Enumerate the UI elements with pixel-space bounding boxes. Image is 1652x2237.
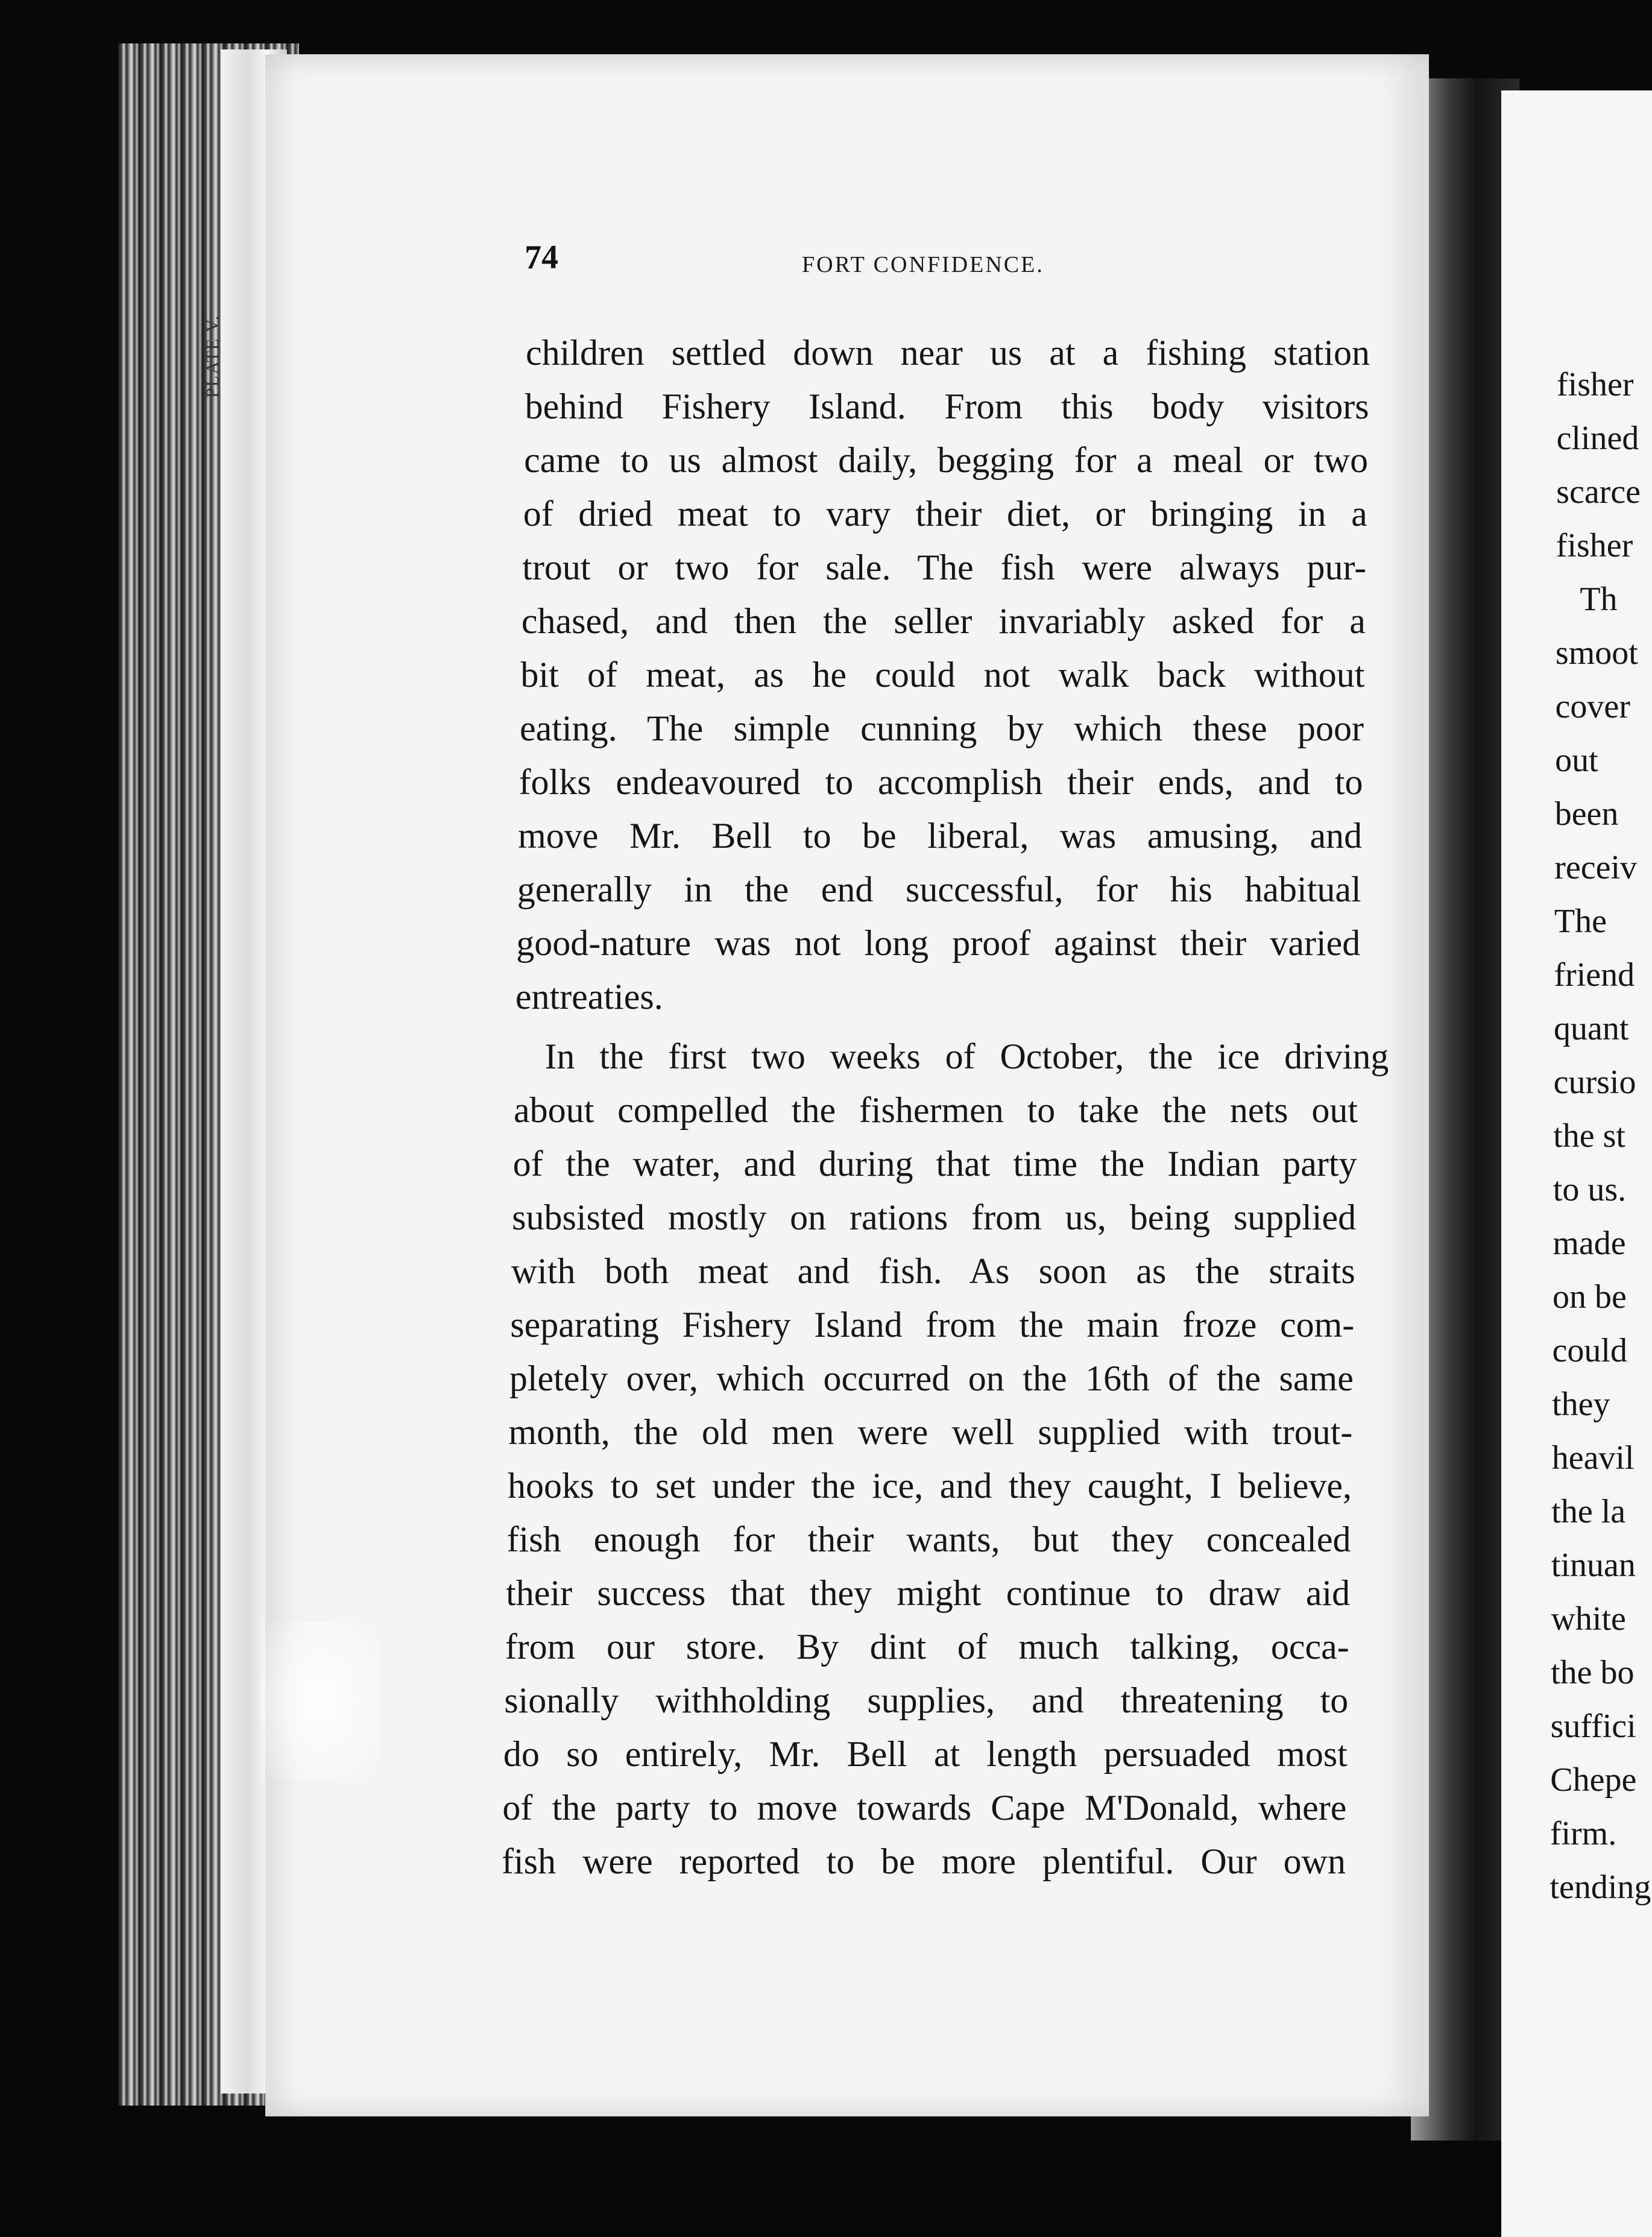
body-line: In the first two weeks of October, the ice driving — [544, 1036, 1389, 1076]
right-page-line: tending — [1550, 1869, 1651, 1906]
page-number: 74 — [525, 239, 558, 276]
body-line: generally in the end successful, for his habitual — [517, 869, 1361, 909]
body-line: hooks to set under the ice, and they caught, I believe, — [508, 1466, 1352, 1506]
right-page-line: scarce — [1556, 473, 1641, 511]
right-page-line: the st — [1553, 1117, 1625, 1155]
body-line: move Mr. Bell to be liberal, was amusing, and — [518, 816, 1363, 856]
right-page-line: could — [1552, 1332, 1627, 1369]
right-page-line: been — [1554, 795, 1619, 833]
right-page-line: firm. — [1550, 1815, 1617, 1852]
body-line: fish enough for their wants, but they concealed — [506, 1519, 1351, 1559]
body-line: separating Fishery Island from the main froze com- — [510, 1305, 1355, 1345]
right-page-line: The — [1554, 903, 1607, 940]
page-title: FORT CONFIDENCE. — [802, 252, 1044, 277]
right-page-line: to us. — [1553, 1171, 1627, 1208]
body-line: month, the old men were well supplied with trout- — [508, 1412, 1353, 1452]
right-page-line: fisher — [1557, 366, 1634, 403]
body-line: about compelled the fishermen to take the nets out — [514, 1090, 1358, 1130]
body-line: sionally withholding supplies, and threatening to — [504, 1680, 1349, 1720]
right-page-line: smoot — [1555, 634, 1638, 672]
body-line: of dried meat to vary their diet, or bringing in a — [523, 494, 1367, 534]
body-line: good-nature was not long proof against their varied — [516, 923, 1361, 963]
body-line: from our store. By dint of much talking, occa- — [505, 1627, 1349, 1667]
running-head — [525, 238, 1369, 280]
body-line: chased, and then the seller invariably asked for a — [521, 601, 1366, 641]
right-page-line: out — [1555, 742, 1598, 779]
body-line: came to us almost daily, begging for a meal or two — [524, 440, 1369, 480]
right-page-line: receiv — [1554, 849, 1638, 886]
right-page-line: tinuan — [1551, 1547, 1636, 1584]
right-page-line: clined — [1556, 420, 1639, 457]
right-page-line: quant — [1554, 1010, 1629, 1047]
body-line: of the party to move towards Cape M'Donald, where — [502, 1788, 1347, 1828]
right-page-line: heavil — [1551, 1439, 1635, 1477]
body-line: children settled down near us at a fishing station — [526, 333, 1370, 373]
right-page-line: cursio — [1553, 1064, 1636, 1101]
right-page-line: suffici — [1550, 1708, 1636, 1745]
body-line: with both meat and fish. As soon as the straits — [511, 1251, 1355, 1291]
right-page-line: Th — [1580, 581, 1618, 618]
body-line: entreaties. — [515, 977, 663, 1017]
body-line: subsisted mostly on rations from us, being supplied — [512, 1197, 1357, 1237]
right-page-line: friend — [1554, 956, 1635, 994]
right-page-line: the bo — [1551, 1654, 1635, 1691]
body-line: folks endeavoured to accomplish their ends, and to — [519, 762, 1363, 802]
body-line: trout or two for sale. The fish were always pur- — [522, 547, 1367, 587]
right-page-line: white — [1551, 1600, 1626, 1638]
body-line: pletely over, which occurred on the 16th of the same — [509, 1358, 1354, 1398]
body-line: fish were reported to be more plentiful. Our own — [502, 1841, 1346, 1881]
body-line: their success that they might continue to draw aid — [506, 1573, 1351, 1613]
right-page-line: the la — [1551, 1493, 1626, 1530]
right-page-line: made — [1553, 1225, 1626, 1262]
body-line: do so entirely, Mr. Bell at length persuaded most — [503, 1734, 1348, 1774]
right-page-line: fisher — [1556, 527, 1633, 564]
body-line: behind Fishery Island. From this body visitors — [525, 387, 1369, 426]
right-page-line: on be — [1552, 1278, 1627, 1316]
body-line: of the water, and during that time the Indian party — [512, 1144, 1357, 1184]
right-page-line: they — [1552, 1386, 1610, 1423]
margin-note: PLATE V. — [203, 314, 222, 398]
page-blemish — [259, 1622, 380, 1779]
body-line: eating. The simple cunning by which these poor — [520, 708, 1364, 748]
body-line: bit of meat, as he could not walk back without — [520, 655, 1365, 695]
right-page-line: Chepe — [1550, 1761, 1637, 1799]
right-page — [1501, 90, 1652, 2237]
right-page-line: cover — [1555, 688, 1630, 725]
